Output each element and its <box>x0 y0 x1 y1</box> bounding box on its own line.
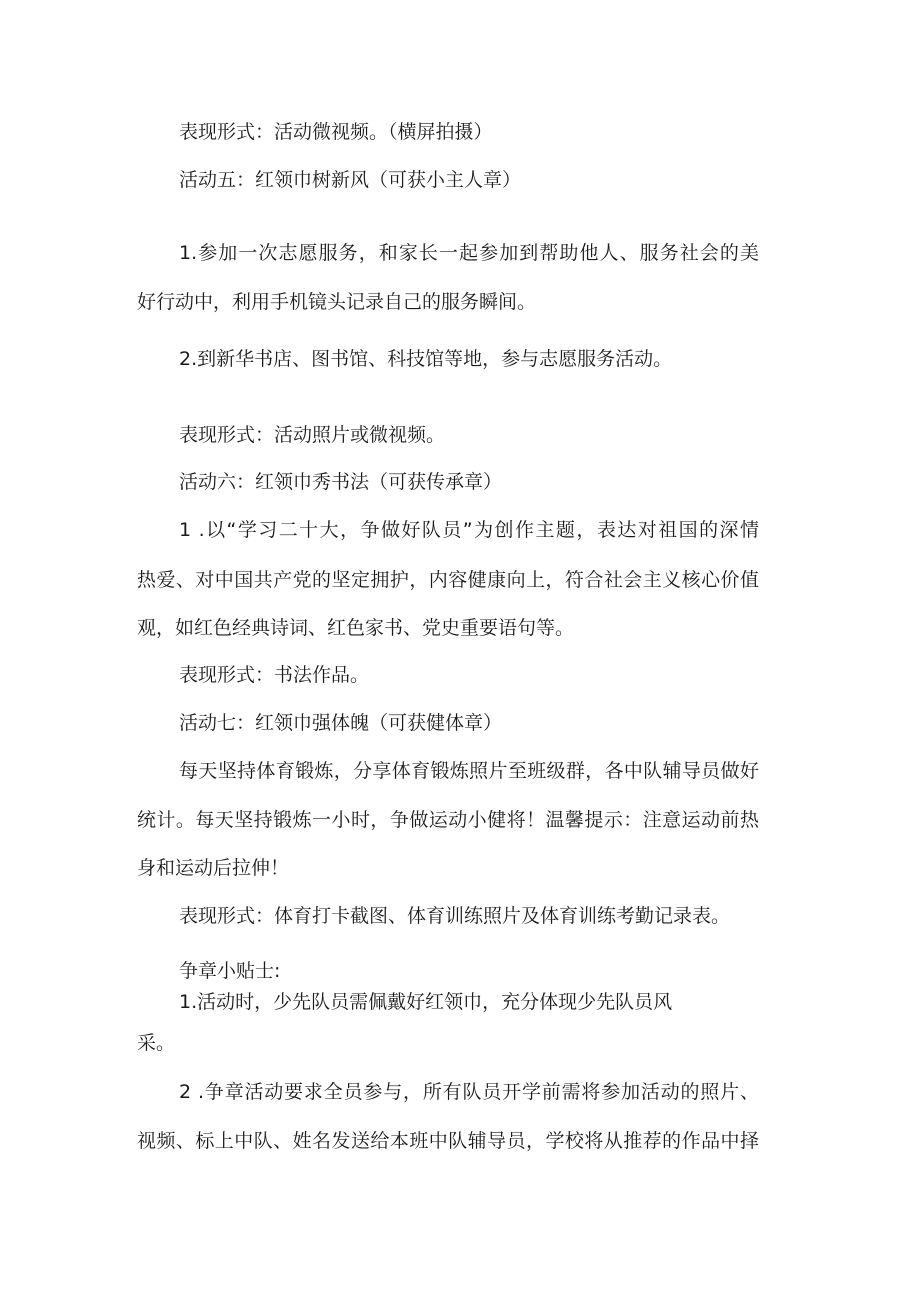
paragraph-line: 1.活动时，少先队员需佩戴好红领巾，充分体现少先队员风 <box>179 991 673 1013</box>
paragraph-line: 采。 <box>137 1032 176 1054</box>
paragraph-line: 2 .争章活动要求全员参与，所有队员开学前需将参加活动的照片、 <box>179 1081 759 1103</box>
paragraph-line: 热爱、对中国共产党的坚定拥护，内容健康向上，符合社会主义核心价值 <box>137 569 759 591</box>
paragraph-line: 2.到新华书店、图书馆、科技馆等地，参与志愿服务活动。 <box>179 348 673 370</box>
tips-heading: 争章小贴士: <box>179 960 281 982</box>
paragraph-line: 1.参加一次志愿服务，和家长一起参加到帮助他人、服务社会的美 <box>179 242 759 264</box>
paragraph-line: 1 .以“学习二十大，争做好队员”为创作主题，表达对祖国的深情 <box>179 519 759 541</box>
paragraph-line: 表现形式：体育打卡截图、体育训练照片及体育训练考勤记录表。 <box>179 905 731 927</box>
paragraph-line: 身和运动后拉伸！ <box>137 857 290 879</box>
paragraph-line: 表现形式：书法作品。 <box>179 664 370 686</box>
paragraph-line: 表现形式：活动微视频。（横屏拍摄） <box>179 121 493 143</box>
paragraph-line: 视频、标上中队、姓名发送给本班中队辅导员，学校将从推荐的作品中择 <box>137 1130 759 1152</box>
activity-heading: 活动六：红领巾秀书法（可获传承章） <box>179 471 503 493</box>
activity-heading: 活动七：红领巾强体魄（可获健体章） <box>179 712 503 734</box>
paragraph-line: 统计。每天坚持锻炼一小时，争做运动小健将！温馨提示：注意运动前热 <box>137 809 759 831</box>
paragraph-line: 每天坚持体育锻炼，分享体育锻炼照片至班级群，各中队辅导员做好 <box>179 760 759 782</box>
paragraph-line: 好行动中，利用手机镜头记录自己的服务瞬间。 <box>137 291 537 313</box>
paragraph-line: 观，如红色经典诗词、红色家书、党史重要语句等。 <box>137 617 575 639</box>
paragraph-line: 表现形式：活动照片或微视频。 <box>179 424 446 446</box>
activity-heading: 活动五：红领巾树新风（可获小主人章） <box>179 169 522 191</box>
